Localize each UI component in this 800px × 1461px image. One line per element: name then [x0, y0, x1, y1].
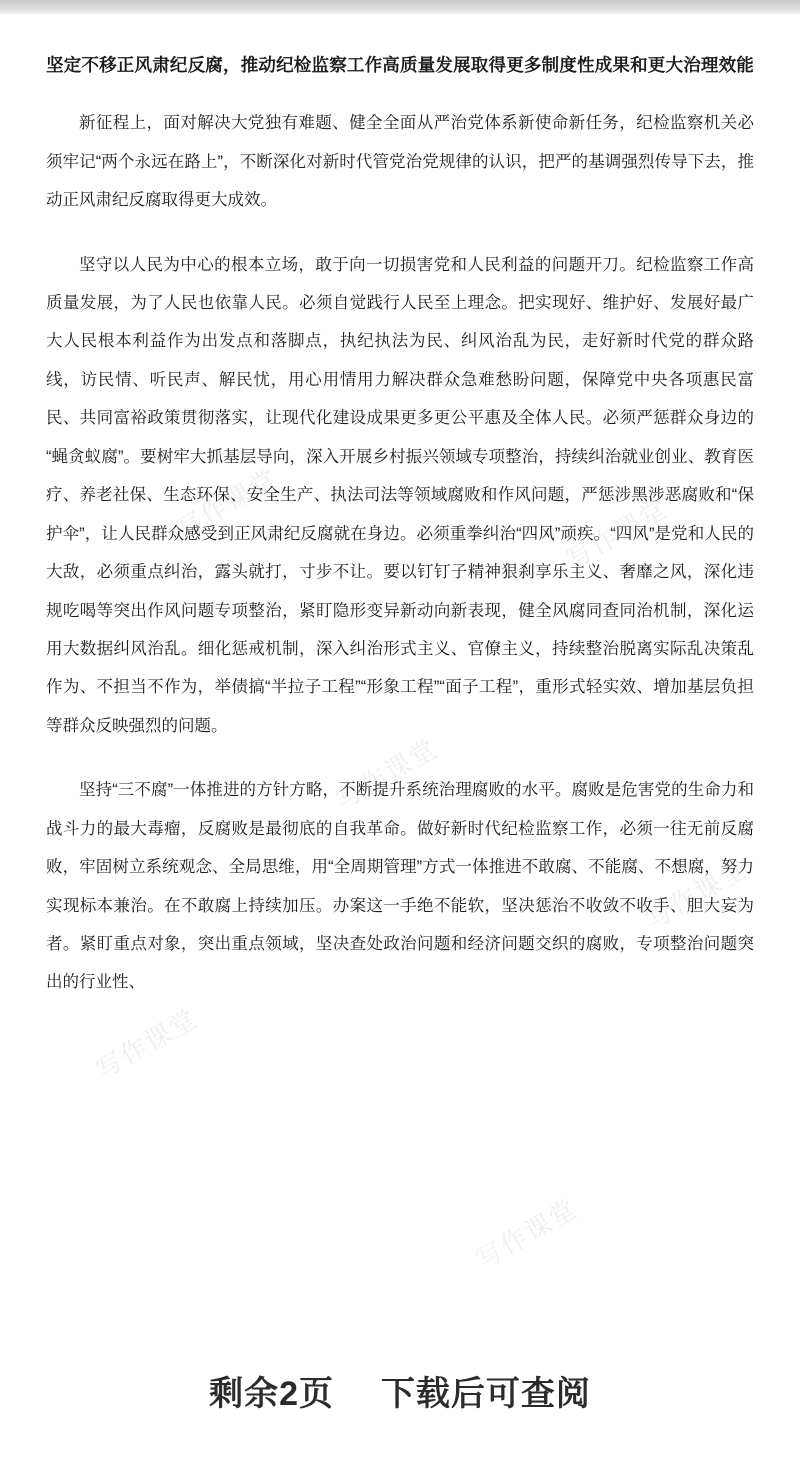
- document-page: [0, 14, 800, 1461]
- document-body: [0, 104, 800, 1002]
- watermark-text: 写作课堂: [90, 1002, 203, 1085]
- paragraph-2: 坚守以人民为中心的根本立场，敢于向一切损害党和人民利益的问题开刀。纪检监察工作高质量发展，为了人民也依靠人民。必须自觉践行人民至上理念。把实现好、维护好、发展好最广大人民根本利益作为出发点和落脚点，执纪执法为民、纠风治乱为民，走好新时代党的群众路线，访民情、听民声、解民忧，用心用情用力解决群众急难愁盼问题，保障党中央各项惠民富民、共同富裕政策贯彻落实，让现代化建设成果更多更公平惠及全体人民。必须严惩群众身边的“蝇贪蚁腐”。要树牢大抓基层导向，深入开展乡村振兴领域专项整治，持续纠治就业创业、教育医疗、养老社保、生态环保、安全生产、执法司法等领域腐败和作风问题，严惩涉黑涉恶腐败和“保护伞”，让人民群众感受到正风肃纪反腐就在身边。必须重拳纠治“四风”顽疾。“四风”是党和人民的大敌，必须重点纠治，露头就打，寸步不让。要以钉钉子精神狠刹享乐主义、奢靡之风，深化违规吃喝等突出作风问题专项整治，紧盯隐形变异新动向新表现，健全风腐同查同治机制，深化运用大数据纠风治乱。细化惩戒机制，深入纠治形式主义、官僚主义，持续整治脱离实际乱决策乱作为、不担当不作为，举债搞“半拉子工程”“形象工程”“面子工程”，重形式轻实效、增加基层负担等群众反映强烈的问题。: [46, 255, 754, 735]
- page-top-strip: [0, 0, 800, 14]
- watermark-text: 写作课堂: [640, 852, 753, 935]
- watermark-text: 写作课堂: [470, 1192, 583, 1275]
- page-title: 坚定不移正风肃纪反腐，推动纪检监察工作高质量发展取得更多制度性成果和更大治理效能: [46, 55, 754, 75]
- page-top-strip-gradient: [0, 0, 800, 14]
- paragraph-1: 新征程上，面对解决大党独有难题、健全全面从严治党体系新使命新任务，纪检监察机关必须牢记“两个永远在路上”，不断深化对新时代管党治党规律的认识，把严的基调强烈传导下去，推动正风肃纪反腐取得更大成效。: [46, 114, 754, 210]
- watermark-text: 写作课堂: [560, 492, 673, 575]
- paywall-notice[interactable]: [0, 1366, 800, 1415]
- paragraph-3: 坚持“三不腐”一体推进的方针方略，不断提升系统治理腐败的水平。腐败是危害党的生命力和战斗力的最大毒瘤，反腐败是最彻底的自我革命。做好新时代纪检监察工作，必须一往无前反腐败，牢固树立系统观念、全局思维，用“全周期管理”方式一体推进不敢腐、不能腐、不想腐，努力实现标本兼治。在不敢腐上持续加压。办案这一手绝不能软，坚决惩治不收敛不收手、胆大妄为者。紧盯重点对象，突出重点领域，坚决查处政治问题和经济问题交织的腐败，专项整治问题突出的行业性、: [46, 781, 754, 992]
- remaining-pages-label: 剩余2页: [209, 1375, 334, 1413]
- download-prompt-label[interactable]: 下载后可查阅: [380, 1375, 591, 1413]
- content-fade-overlay: [0, 1237, 800, 1357]
- watermark-text: 写作课堂: [330, 732, 443, 815]
- watermark-text: 写作课堂: [170, 462, 283, 545]
